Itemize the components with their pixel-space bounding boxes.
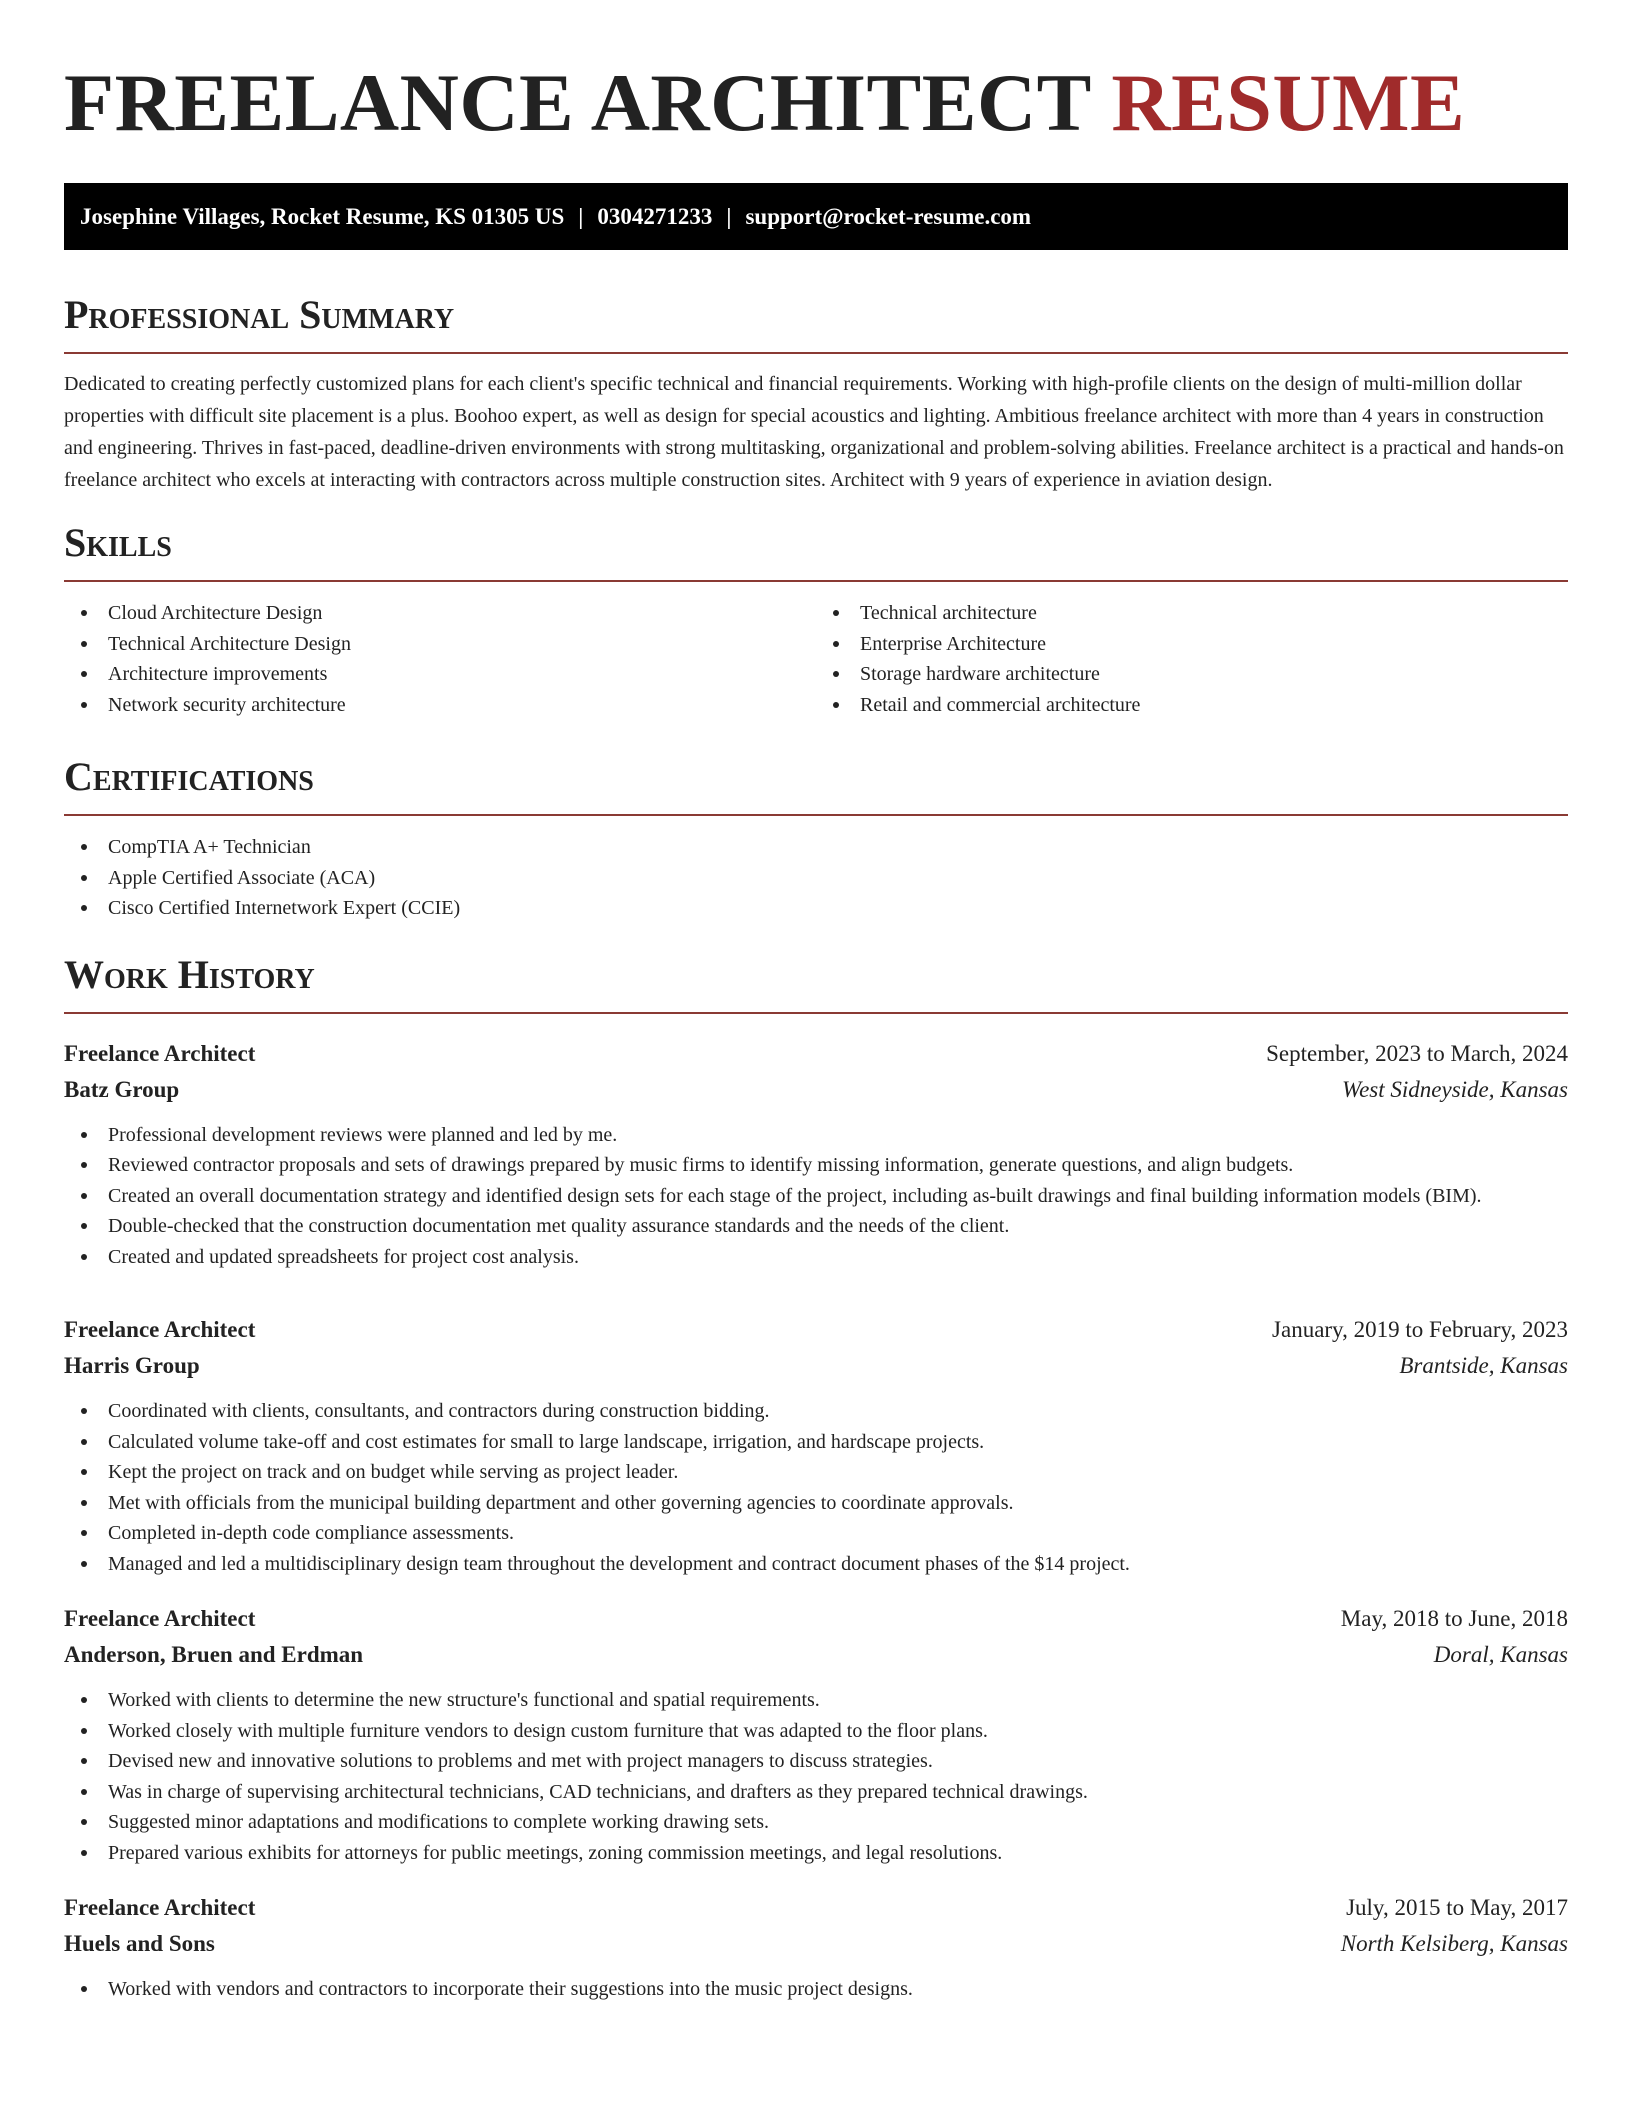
job-title: Freelance Architect xyxy=(64,1040,256,1066)
contact-address: Josephine Villages, Rocket Resume, KS 01305 US xyxy=(80,204,565,229)
job-subheader-row xyxy=(64,1348,1568,1384)
job-duty: Completed in-depth code compliance assessments. xyxy=(64,1518,1568,1549)
job-duty: Prepared various exhibits for attorneys for public meetings, zoning commission meetings, and legal resolutions. xyxy=(64,1838,1568,1869)
certification-item: CompTIA A+ Technician xyxy=(64,832,1568,863)
job-duty: Met with officials from the municipal building department and other governing agencies to coordinate approvals. xyxy=(64,1488,1568,1519)
job-subheader-row xyxy=(64,1637,1568,1673)
job-location: North Kelsiberg, Kansas xyxy=(1340,1931,1568,1956)
job-subheader-row xyxy=(64,1926,1568,1962)
skill-item: Technical Architecture Design xyxy=(64,629,816,660)
job-title: Freelance Architect xyxy=(64,1317,256,1342)
certifications-list xyxy=(64,832,1568,924)
job-duty: Calculated volume take-off and cost estimates for small to large landscape, irrigation, and hardscape projects. xyxy=(64,1427,1568,1458)
job-duty: Reviewed contractor proposals and sets of drawings prepared by music firms to identify missing information, generate questions, and align budgets. xyxy=(64,1150,1568,1181)
certifications-heading: Certifications xyxy=(64,754,314,799)
job-company: Huels and Sons xyxy=(64,1931,215,1956)
job-duties-list xyxy=(64,1685,1568,1868)
job-entry xyxy=(64,1036,1568,1273)
job-duty: Managed and led a multidisciplinary design team throughout the development and contract document phases of the $14 project. xyxy=(64,1549,1568,1580)
job-duty: Created and updated spreadsheets for project cost analysis. xyxy=(64,1242,1568,1273)
skill-item: Network security architecture xyxy=(64,690,816,721)
skills-grid xyxy=(64,598,1568,720)
job-dates: May, 2018 to June, 2018 xyxy=(1340,1606,1568,1631)
contact-phone: 0304271233 xyxy=(597,204,713,229)
job-duty: Worked with vendors and contractors to incorporate their suggestions into the music project designs. xyxy=(64,1974,1568,2005)
job-location: West Sidneyside, Kansas xyxy=(1342,1076,1568,1102)
skills-section xyxy=(64,518,1568,720)
job-entry xyxy=(64,1312,1568,1579)
skills-column-left xyxy=(64,598,816,720)
section-divider xyxy=(64,352,1568,354)
job-company: Batz Group xyxy=(64,1076,180,1102)
skill-item: Storage hardware architecture xyxy=(816,659,1568,690)
job-dates: July, 2015 to May, 2017 xyxy=(1346,1895,1568,1920)
contact-bar xyxy=(64,183,1568,250)
skill-item: Architecture improvements xyxy=(64,659,816,690)
job-company: Anderson, Bruen and Erdman xyxy=(64,1642,364,1667)
skills-list-left xyxy=(64,598,816,720)
title-main: FREELANCE ARCHITECT xyxy=(64,57,1112,148)
skill-item: Technical architecture xyxy=(816,598,1568,629)
skill-item: Enterprise Architecture xyxy=(816,629,1568,660)
skills-list-right xyxy=(816,598,1568,720)
job-header-row xyxy=(64,1036,1568,1072)
skill-item: Cloud Architecture Design xyxy=(64,598,816,629)
summary-section xyxy=(64,290,1568,496)
job-title: Freelance Architect xyxy=(64,1606,256,1631)
job-duty: Professional development reviews were planned and led by me. xyxy=(64,1120,1568,1151)
job-duty: Coordinated with clients, consultants, and contractors during construction bidding. xyxy=(64,1396,1568,1427)
job-duty: Suggested minor adaptations and modifications to complete working drawing sets. xyxy=(64,1807,1568,1838)
job-header-row xyxy=(64,1890,1568,1926)
section-divider xyxy=(64,814,1568,816)
summary-heading: Professional Summary xyxy=(64,292,455,337)
section-divider xyxy=(64,580,1568,582)
job-duties-list xyxy=(64,1396,1568,1579)
job-location: Brantside, Kansas xyxy=(1399,1353,1568,1378)
work-history-heading: Work History xyxy=(64,951,315,997)
certifications-section xyxy=(64,752,1568,924)
job-duties-list xyxy=(64,1974,1568,2005)
skill-item: Retail and commercial architecture xyxy=(816,690,1568,721)
certification-item: Cisco Certified Internetwork Expert (CCIE) xyxy=(64,893,1568,924)
job-duty: Created an overall documentation strategy and identified design sets for each stage of the project, including as-built drawings and final building information models (BIM). xyxy=(64,1181,1568,1212)
job-entry xyxy=(64,1601,1568,1868)
work-history-section xyxy=(64,950,1568,2005)
contact-separator: | xyxy=(578,204,584,229)
job-duty: Devised new and innovative solutions to problems and met with project managers to discuss strategies. xyxy=(64,1746,1568,1777)
skills-column-right xyxy=(816,598,1568,720)
job-duty: Worked with clients to determine the new structure's functional and spatial requirements. xyxy=(64,1685,1568,1716)
contact-email: support@rocket-resume.com xyxy=(745,204,1032,229)
job-entry xyxy=(64,1890,1568,2005)
job-title: Freelance Architect xyxy=(64,1895,256,1920)
job-duty: Kept the project on track and on budget while serving as project leader. xyxy=(64,1457,1568,1488)
job-header-row xyxy=(64,1312,1568,1348)
job-duties-list xyxy=(64,1120,1568,1273)
job-duty: Was in charge of supervising architectural technicians, CAD technicians, and drafters as they prepared technical drawings. xyxy=(64,1777,1568,1808)
job-duty: Worked closely with multiple furniture vendors to design custom furniture that was adapted to the floor plans. xyxy=(64,1716,1568,1747)
job-subheader-row xyxy=(64,1072,1568,1108)
skills-heading: Skills xyxy=(64,520,172,565)
job-location: Doral, Kansas xyxy=(1433,1642,1568,1667)
contact-separator: | xyxy=(726,204,732,229)
job-dates: September, 2023 to March, 2024 xyxy=(1266,1040,1568,1066)
section-divider xyxy=(64,1012,1568,1014)
job-dates: January, 2019 to February, 2023 xyxy=(1272,1317,1568,1342)
certification-item: Apple Certified Associate (ACA) xyxy=(64,863,1568,894)
job-header-row xyxy=(64,1601,1568,1637)
job-company: Harris Group xyxy=(64,1353,200,1378)
title-accent: RESUME xyxy=(1111,57,1466,148)
job-duty: Double-checked that the construction documentation met quality assurance standards and the needs of the client. xyxy=(64,1211,1568,1242)
summary-text: Dedicated to creating perfectly customized plans for each client's specific technical and financial requirements. Working with high-profile clients on the design of multi-million dollar properties with difficult site placement is a plus. Boohoo expert, as well as design for special acoustics and lighting. Ambitious freelance architect with more than 4 years in construction and engineering. Thrives in fast-paced, deadline-driven environments with strong multitasking, organizational and problem-solving abilities. Freelance architect is a practical and hands-on freelance architect who excels at interacting with contractors across multiple construction sites. Architect with 9 years of experience in aviation design. xyxy=(64,373,1564,491)
resume-title xyxy=(64,56,1568,150)
